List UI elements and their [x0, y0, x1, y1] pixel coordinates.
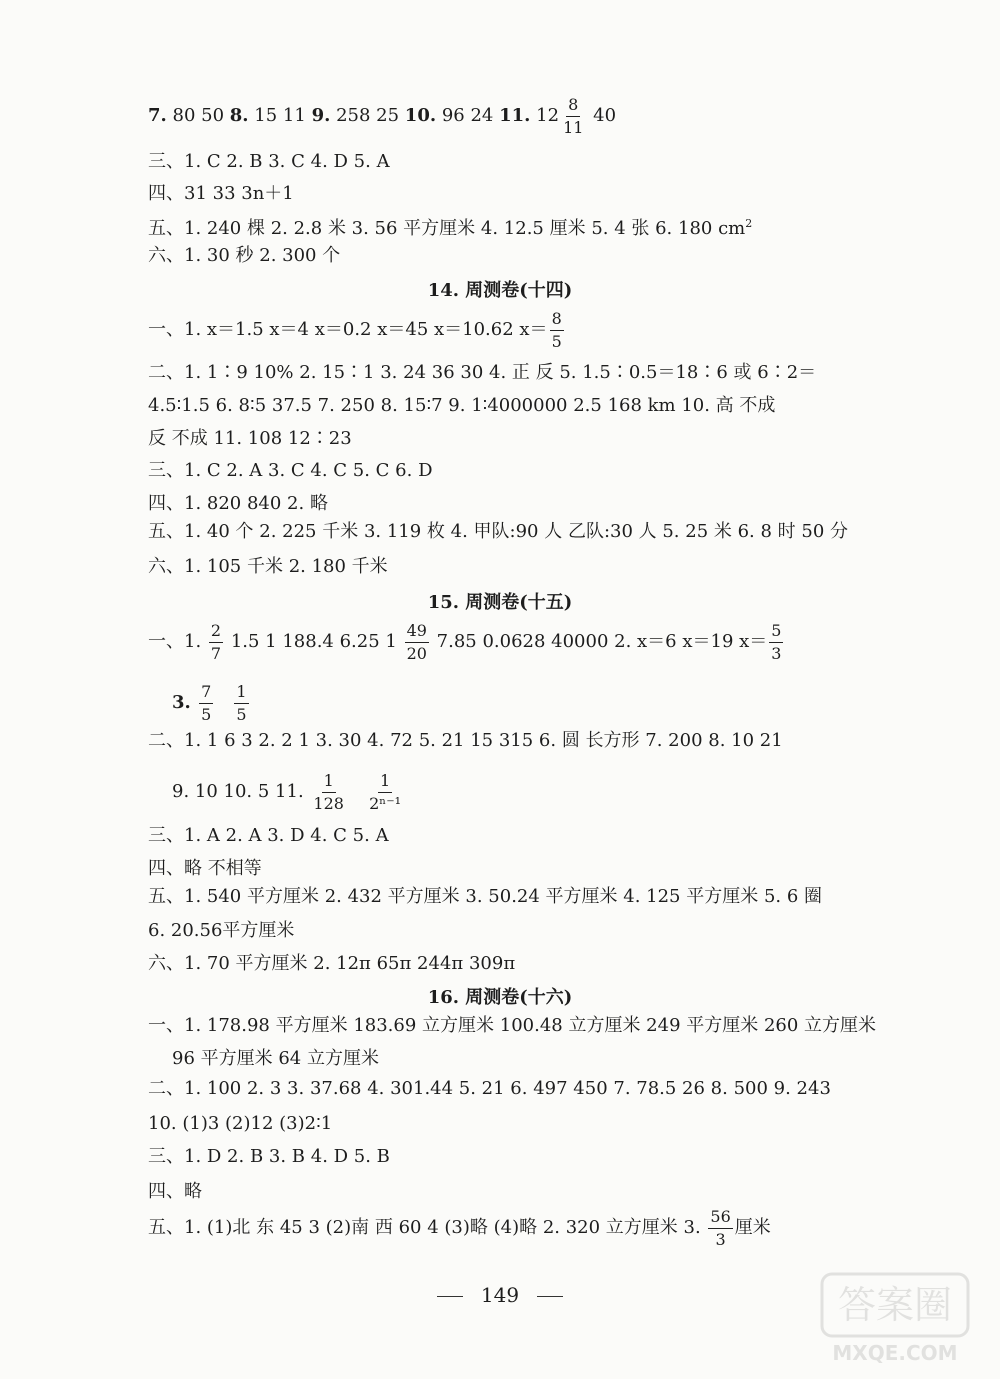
item-number: 8. — [229, 105, 249, 126]
answer-text: 厘米 — [734, 1217, 771, 1238]
item-number: 7. — [148, 105, 167, 126]
fraction — [234, 681, 248, 726]
answer-line: 四、1. 820 840 2. 略 — [148, 493, 328, 514]
fraction-denominator: 2ⁿ⁻¹ — [369, 793, 402, 813]
section-title: 16. 周测卷(十六) — [427, 987, 573, 1008]
fraction-numerator: 49 — [405, 620, 429, 643]
fraction-denominator: 5 — [236, 704, 247, 724]
answer-line: 四、略 — [148, 1181, 202, 1202]
fraction — [550, 308, 564, 353]
item-number: 10. — [404, 105, 437, 126]
fraction-numerator: 56 — [708, 1206, 732, 1229]
fraction-numerator: 2 — [209, 620, 223, 643]
watermark-logo — [820, 1272, 970, 1367]
answer-line — [148, 210, 980, 243]
answer-line: 五、1. 540 平方厘米 2. 432 平方厘米 3. 50.24 平方厘米 4. 125 平方厘米 5. 6 圈 — [148, 886, 823, 907]
fraction — [769, 620, 783, 665]
answer-line: 三、1. C 2. A 3. C 4. C 5. C 6. D — [148, 460, 433, 481]
answer-text: 258 25 — [330, 105, 405, 126]
fraction-numerator: 1 — [322, 770, 336, 793]
answer-text: 40 — [587, 105, 617, 126]
answer-line: 三、1. A 2. A 3. D 4. C 5. A — [148, 825, 389, 846]
answer-line — [148, 614, 980, 670]
fraction — [405, 620, 429, 665]
item-number: 11. — [499, 105, 531, 126]
fraction — [367, 770, 403, 815]
fraction-numerator: 7 — [199, 681, 213, 704]
answer-line — [148, 302, 980, 358]
fraction — [708, 1206, 732, 1251]
answer-text: 五、1. (1)北 东 45 3 (2)南 西 60 4 (3)略 (4)略 2. 320 立方厘米 3. — [148, 1217, 707, 1238]
svg-text:MXQE.COM: MXQE.COM — [832, 1341, 958, 1365]
answer-text: 一、1. x＝1.5 x＝4 x＝0.2 x＝45 x＝10.62 x＝ — [148, 319, 548, 340]
answer-line — [172, 675, 980, 731]
answer-line: 6. 20.56平方厘米 — [148, 920, 295, 941]
fraction-denominator: 5 — [201, 704, 212, 724]
fraction-denominator: 5 — [551, 331, 562, 351]
item-number: 3. — [172, 692, 198, 713]
fraction-denominator: 3 — [715, 1229, 726, 1249]
answer-text: 96 24 — [436, 105, 500, 126]
answer-text: 12 — [530, 105, 560, 126]
answer-line: 四、略 不相等 — [148, 858, 262, 879]
answer-line: 二、1. 100 2. 3 3. 37.68 4. 301.44 5. 21 6. 497 450 7. 78.5 26 8. 500 9. 243 — [148, 1078, 831, 1099]
answer-text: 一、1. — [148, 631, 207, 652]
fraction — [199, 681, 213, 726]
fraction-numerator: 8 — [550, 308, 564, 331]
answer-text: 9. 10 10. 5 11. — [172, 781, 310, 802]
answer-line: 六、1. 105 千米 2. 180 千米 — [148, 556, 388, 577]
superscript: 2 — [745, 217, 753, 230]
fraction-denominator: 11 — [563, 117, 584, 137]
fraction-numerator: 1 — [234, 681, 248, 704]
fraction-numerator: 8 — [566, 94, 580, 117]
answer-line: 四、31 33 3n＋1 — [148, 183, 294, 204]
fraction-numerator: 5 — [769, 620, 783, 643]
answer-line: 六、1. 70 平方厘米 2. 12π 65π 244π 309π — [148, 953, 516, 974]
section-title: 14. 周测卷(十四) — [427, 280, 573, 301]
answer-line — [148, 88, 980, 144]
answer-text: 7.85 0.0628 40000 2. x＝6 x＝19 x＝ — [430, 631, 768, 652]
answer-line: 三、1. D 2. B 3. B 4. D 5. B — [148, 1146, 390, 1167]
fraction-numerator: 1 — [378, 770, 392, 793]
answer-line: 10. (1)3 (2)12 (3)2∶1 — [148, 1113, 333, 1134]
fraction-denominator: 3 — [771, 643, 782, 663]
answer-text: 1.5 1 188.4 6.25 1 — [225, 631, 403, 652]
answer-text: 五、1. 240 棵 2. 2.8 米 3. 56 平方厘米 4. 12.5 厘米 5. 4 张 6. 180 cm — [148, 218, 746, 239]
fraction — [311, 770, 346, 815]
fraction-denominator: 7 — [210, 643, 222, 663]
answer-line: 三、1. C 2. B 3. C 4. D 5. A — [148, 151, 390, 172]
answer-line: 五、1. 40 个 2. 225 千米 3. 119 枚 4. 甲队:90 人 乙队:30 人 5. 25 米 6. 8 时 50 分 — [148, 521, 849, 542]
answer-line: 二、1. 1 6 3 2. 2 1 3. 30 4. 72 5. 21 15 315 6. 圆 长方形 7. 200 8. 10 21 — [148, 730, 783, 751]
fraction-denominator: 128 — [313, 793, 344, 813]
answer-line: 96 平方厘米 64 立方厘米 — [172, 1048, 379, 1069]
section-title: 15. 周测卷(十五) — [427, 592, 573, 613]
item-number: 9. — [311, 105, 331, 126]
answer-line: 反 不成 11. 108 12∶23 — [148, 428, 352, 449]
fraction — [561, 94, 585, 139]
answer-line — [172, 764, 980, 820]
answer-text: 15 11 — [248, 105, 312, 126]
svg-text:答案圈: 答案圈 — [837, 1283, 953, 1327]
answer-line: 二、1. 1∶9 10% 2. 15∶1 3. 24 36 30 4. 正 反 5. 1.5∶0.5＝18∶6 或 6∶2＝ — [148, 362, 817, 383]
fraction — [209, 620, 223, 665]
answer-line: 4.5∶1.5 6. 8∶5 37.5 7. 250 8. 15∶7 9. 1∶4000000 2.5 168 km 10. 高 不成 — [148, 395, 776, 416]
answer-line: 一、1. 178.98 平方厘米 183.69 立方厘米 100.48 立方厘米 249 平方厘米 260 立方厘米 — [148, 1015, 877, 1036]
answer-line: 六、1. 30 秒 2. 300 个 — [148, 245, 341, 266]
page-number-text: 149 — [480, 1283, 520, 1307]
answer-text: 80 50 — [166, 105, 230, 126]
fraction-denominator: 20 — [406, 643, 427, 663]
answer-line — [148, 1200, 980, 1256]
